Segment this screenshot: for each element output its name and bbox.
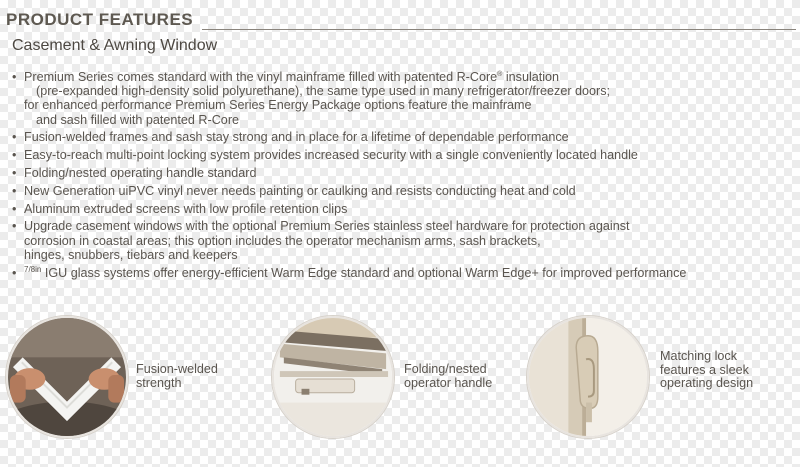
photo-caption: Matching lock features a sleek operating design bbox=[660, 349, 754, 390]
feature-text: and sash filled with patented R-Core bbox=[36, 112, 240, 127]
feature-text: Premium Series comes standard with the vinyl mainframe filled with patented R-Core bbox=[24, 70, 498, 84]
header-rule bbox=[202, 29, 796, 30]
feature-text: (pre-expanded high-density solid polyurethane), the same type used in many refrigerator/freezer doors; bbox=[36, 84, 611, 99]
welded-frame-photo bbox=[6, 316, 128, 438]
feature-text: IGU glass systems offer energy-efficient Warm Edge standard and optional Warm Edge+ for improved performance bbox=[41, 265, 687, 280]
feature-text: • Easy-to-reach multi-point locking system provides increased security with a single conveniently located handle bbox=[24, 148, 638, 163]
operator-handle-icon bbox=[274, 318, 392, 436]
feature-item bbox=[10, 130, 790, 144]
feature-text: • Fusion-welded frames and sash stay strong and in place for a lifetime of dependable performance bbox=[24, 130, 569, 145]
lock-handle-icon bbox=[529, 318, 647, 436]
feature-text: • Folding/nested operating handle standard bbox=[24, 166, 257, 180]
lock-handle-photo bbox=[527, 316, 649, 438]
feature-text: • Aluminum extruded screens with low profile retention clips bbox=[24, 201, 348, 216]
page-subtitle: Casement & Awning Window bbox=[12, 37, 218, 54]
photo-caption: Folding/nested operator handle bbox=[404, 362, 493, 390]
feature-item bbox=[10, 184, 790, 198]
operator-handle-photo bbox=[272, 316, 394, 438]
feature-text: • Upgrade casement windows with the optional Premium Series stainless steel hardware for protection against bbox=[24, 219, 630, 234]
section-title: PRODUCT FEATURES bbox=[6, 10, 194, 29]
feature-text: • New Generation uiPVC vinyl never needs painting or caulking and resists conducting heat and cold bbox=[24, 183, 576, 198]
fraction-label: 7/8in bbox=[24, 264, 42, 274]
feature-item bbox=[10, 148, 790, 162]
feature-text: hinges, snubbers, tiebars and keepers bbox=[24, 247, 238, 262]
feature-text: insulation bbox=[502, 70, 560, 84]
feature-item bbox=[10, 166, 790, 180]
feature-item bbox=[10, 202, 790, 216]
feature-item bbox=[10, 70, 790, 127]
feature-item bbox=[10, 266, 790, 280]
feature-list bbox=[10, 70, 790, 283]
photo-caption: Fusion-welded strength bbox=[136, 362, 218, 390]
welded-frame-icon bbox=[8, 318, 126, 436]
feature-text: for enhanced performance Premium Series Energy Package options feature the mainframe bbox=[24, 98, 532, 113]
section-header bbox=[6, 10, 796, 30]
feature-item bbox=[10, 219, 790, 262]
feature-text: corrosion in coastal areas; this option includes the operator mechanism arms, sash brackets, bbox=[24, 233, 541, 248]
registered-mark: ® bbox=[497, 70, 503, 78]
